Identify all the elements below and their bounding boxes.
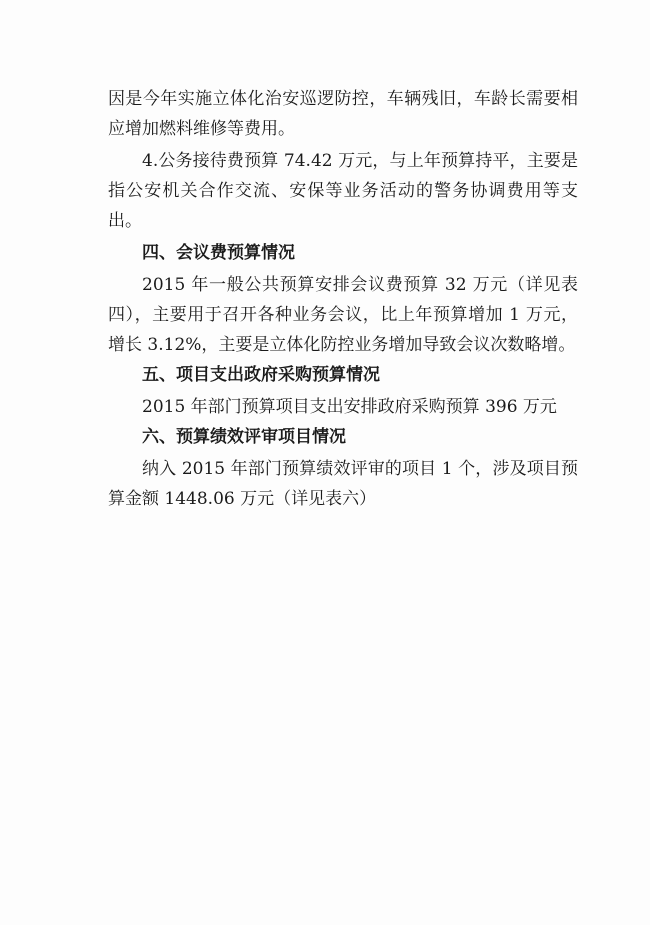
paragraph-procurement-budget: 2015 年部门预算项目支出安排政府采购预算 396 万元 [142, 397, 557, 417]
heading-performance-review: 六、预算绩效评审项目情况 [142, 427, 346, 447]
heading-procurement-budget: 五、项目支出政府采购预算情况 [142, 365, 380, 385]
paragraph-performance-review: 纳入 2015 年部门预算绩效评审的项目 1 个，涉及项目预算金额 1448.06 万元（详见表六） [108, 459, 578, 509]
paragraph-meeting-budget: 2015 年一般公共预算安排会议费预算 32 万元（详见表四），主要用于召开各种业务会议，比上年预算增加 1 万元，增长 3.12%，主要是立体化防控业务增加导致会议次数略增。 [108, 275, 578, 355]
paragraph-reception-budget: 4.公务接待费预算 74.42 万元，与上年预算持平，主要是指公安机关合作交流、安保等业务活动的警务协调费用等支出。 [108, 151, 578, 231]
heading-meeting-budget: 四、会议费预算情况 [142, 243, 295, 263]
document-body [108, 84, 578, 514]
paragraph-vehicle-costs: 因是今年实施立体化治安巡逻防控，车辆残旧，车龄长需要相应增加燃料维修等费用。 [108, 89, 578, 139]
